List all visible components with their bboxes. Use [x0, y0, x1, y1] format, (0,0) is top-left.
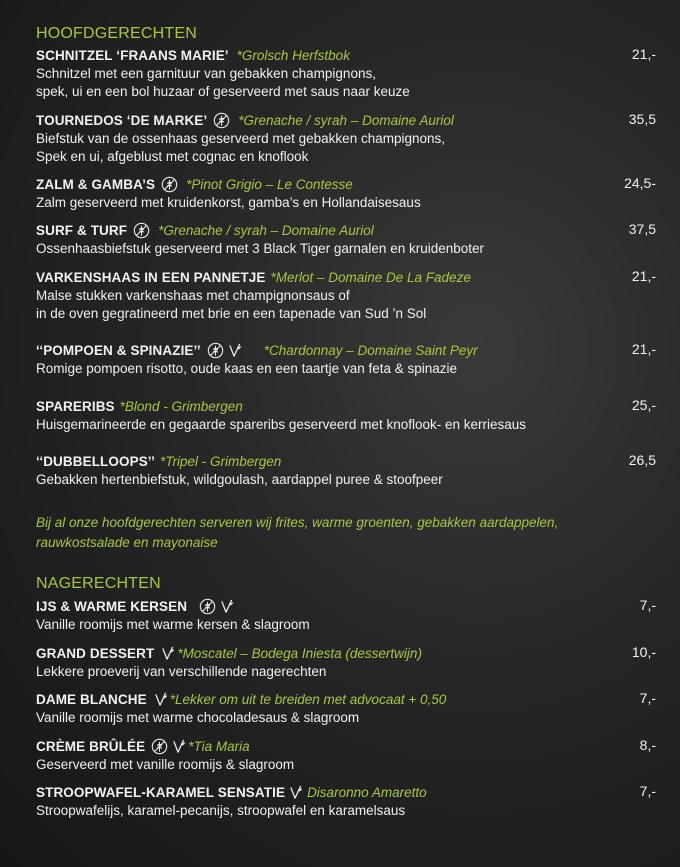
dish-price: 25,- [631, 397, 656, 413]
drink-pairing: *Chardonnay – Domaine Saint Peyr [263, 343, 478, 358]
dish-description: Romige pompoen risotto, oude kaas en een taartje van feta & spinazie [36, 361, 458, 376]
dish-description: Gebakken hertenbiefstuk, wildgoulash, aardappel puree & stoofpeer [36, 472, 443, 487]
dish-description: Vanille roomijs met warme kersen & slagroom [36, 617, 310, 632]
dish-name: ‘‘DUBBELLOOPS’’ [36, 454, 156, 469]
dish-description: Ossenhaasbiefstuk geserveerd met 3 Black Tiger garnalen en kruidenboter [36, 241, 485, 256]
dish-name: IJS & WARME KERSEN [36, 599, 188, 614]
gluten-free-icon [161, 176, 178, 193]
vegetarian-icon [219, 598, 234, 615]
dish-description: Schnitzel met een garnituur van gebakken champignons, [36, 66, 376, 81]
dish-price: 7,- [639, 783, 656, 799]
dish-description: Stroopwafelijs, karamel-pecanijs, stroopwafel en karamelsaus [36, 803, 406, 818]
drink-pairing: *Merlot – Domaine De La Fadeze [270, 270, 471, 285]
menu-item-schnitzel [36, 46, 656, 101]
menu-item-grand-dessert [36, 644, 656, 681]
dish-price: 21,- [631, 46, 656, 62]
dish-price: 21,- [631, 268, 656, 284]
drink-pairing: *Pinot Grigio – Le Contesse [186, 177, 353, 192]
dish-description: Vanille roomijs met warme chocoladesaus & slagroom [36, 710, 360, 725]
dish-price: 8,- [639, 737, 656, 753]
dish-description: Spek en ui, afgeblust met cognac en knoflook [36, 149, 309, 164]
gluten-free-icon [151, 738, 168, 755]
menu-item-varkenshaas [36, 268, 656, 323]
menu-item-dubbelloops [36, 452, 656, 489]
menu-item-tournedos [36, 111, 656, 166]
menu-item-ijs-warme-kersen [36, 597, 656, 634]
menu-item-spareribs [36, 397, 656, 434]
dish-price: 7,- [639, 597, 656, 613]
drink-pairing: *Blond - Grimbergen [119, 399, 243, 414]
vegetarian-icon [288, 784, 303, 801]
dish-name: TOURNEDOS ‘DE MARKE’ [36, 113, 208, 128]
vegetarian-icon [153, 691, 168, 708]
dish-price: 35,5 [628, 111, 656, 127]
drink-pairing: *Tripel - Grimbergen [160, 454, 282, 469]
dish-name: ZALM & GAMBA’S [36, 177, 156, 192]
dish-name: SCHNITZEL ‘FRAANS MARIE’ [36, 48, 229, 63]
menu-item-dame-blanche [36, 690, 656, 727]
drink-pairing: *Grenache / syrah – Domaine Auriol [158, 223, 374, 238]
drink-pairing: *Lekker om uit te breiden met advocaat + 0,50 [169, 692, 447, 707]
drink-pairing: *Grenache / syrah – Domaine Auriol [238, 113, 454, 128]
menu-item-creme-brulee [36, 737, 656, 774]
drink-pairing: Disaronno Amaretto [307, 785, 427, 800]
dish-description: in de oven gegratineerd met brie en een tapenade van Sud ’n Sol [36, 306, 427, 321]
dish-name: CRÈME BRÛLÉE [36, 739, 146, 754]
dish-name: VARKENSHAAS IN EEN PANNETJE [36, 270, 266, 285]
dish-price: 10,- [631, 644, 656, 660]
dish-price: 26,5 [628, 452, 656, 468]
dish-name: DAME BLANCHE [36, 692, 147, 707]
menu-item-surf-turf [36, 221, 656, 258]
dish-price: 24,5- [624, 175, 656, 191]
vegetarian-icon [160, 645, 175, 662]
dish-name: GRAND DESSERT [36, 646, 155, 661]
gluten-free-icon [213, 112, 230, 129]
note-line: rauwkostsalade en mayonaise [36, 535, 218, 550]
menu-item-stroopwafel-karamel [36, 783, 656, 820]
dish-description: Biefstuk van de ossenhaas geserveerd met gebakken champignons, [36, 131, 446, 146]
note-line: Bij al onze hoofdgerechten serveren wij frites, warme groenten, gebakken aardappelen, [36, 515, 559, 530]
dish-name: SPARERIBS [36, 399, 115, 414]
gluten-free-icon [207, 342, 224, 359]
drink-pairing: *Tia Maria [188, 739, 250, 754]
vegetarian-icon [171, 738, 186, 755]
vegetarian-icon [227, 342, 242, 359]
dish-description: Lekkere proeverij van verschillende nagerechten [36, 664, 327, 679]
menu-item-pompoen-spinazie [36, 341, 656, 378]
drink-pairing: *Moscatel – Bodega Iniesta (dessertwijn) [177, 646, 422, 661]
dish-description: Geserveerd met vanille roomijs & slagroom [36, 757, 295, 772]
side-dishes-note [36, 513, 558, 553]
menu-item-zalm-gamba [36, 175, 656, 212]
dish-name: SURF & TURF [36, 223, 128, 238]
gluten-free-icon [199, 598, 216, 615]
dish-name: STROOPWAFEL-KARAMEL SENSATIE [36, 785, 286, 800]
dessert-section-title: NAGERECHTEN [36, 575, 161, 592]
dish-description: spek, ui en een bol huzaar of geserveerd met saus naar keuze [36, 84, 410, 99]
dish-price: 21,- [631, 341, 656, 357]
dish-description: Malse stukken varkenshaas met champignonsaus of [36, 288, 350, 303]
dish-price: 7,- [639, 690, 656, 706]
dish-price: 37,5 [628, 221, 656, 237]
main-section-title: HOOFDGERECHTEN [36, 25, 198, 42]
dish-description: Zalm geserveerd met kruidenkorst, gamba’s en Hollandaisesaus [36, 195, 421, 210]
drink-pairing: *Grolsch Herfstbok [236, 48, 350, 63]
dish-description: Huisgemarineerde en gegaarde spareribs geserveerd met knoflook- en kerriesaus [36, 417, 527, 432]
gluten-free-icon [133, 222, 150, 239]
dish-name: ‘‘POMPOEN & SPINAZIE’’ [36, 343, 201, 358]
